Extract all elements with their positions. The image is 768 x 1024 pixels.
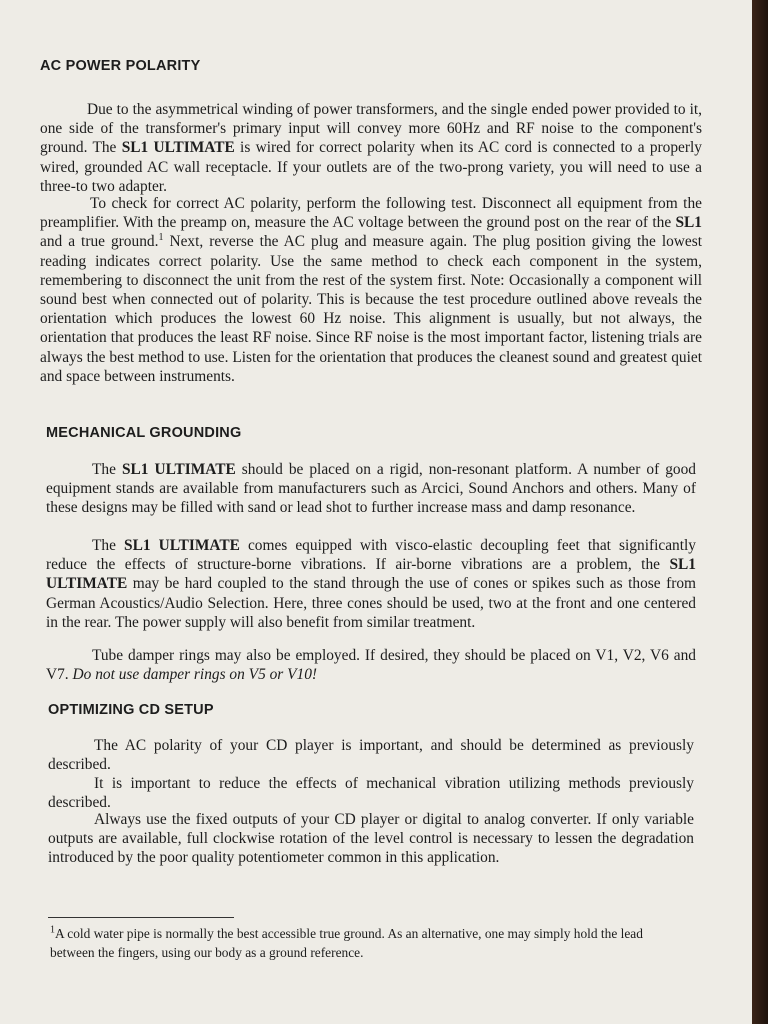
product-name: SL1 ULTIMATE: [124, 537, 240, 554]
paragraph-tube-damper-rings: Tube damper rings may also be employed. If desired, they should be placed on V1, V2, V6 and V7. Do not use damper rings on V5 or V10!: [46, 647, 696, 684]
page-edge-background: [752, 0, 768, 1024]
paragraph-decoupling-feet: The SL1 ULTIMATE comes equipped with visco-elastic decoupling feet that significantly reduce the effects of structure-borne vibrations. If air-borne vibrations are a problem, the SL1 ULTIMATE may be hard coupled to the stand through the use of cones or spikes such as those from German Acoustics/Audio Selection. Here, three cones should be used, two at the front and one centered in the rear. The power supply will also benefit from similar treatment.: [46, 537, 696, 631]
heading-mechanical-grounding: MECHANICAL GROUNDING: [46, 425, 242, 441]
footnote-marker: 1: [50, 924, 55, 936]
paragraph-cd-fixed-outputs: Always use the fixed outputs of your CD player or digital to analog converter. If only variable outputs are available, full clockwise rotation of the level control is necessary to lessen the degradation introduced by the poor quality potentiometer common in this application.: [48, 811, 694, 867]
footnote-text: A cold water pipe is normally the best accessible true ground. As an alternative, one may simply hold the lead between the fingers, using our body as a ground reference.: [50, 926, 643, 960]
damper-ring-warning: Do not use damper rings on V5 or V10!: [72, 666, 318, 684]
product-name: SL1 ULTIMATE: [46, 556, 696, 593]
product-name: SL1 ULTIMATE: [121, 139, 235, 157]
paragraph-ac-polarity-intro: Due to the asymmetrical winding of power transformers, and the single ended power provided to it, one side of the transformer's primary input will convey more 60Hz and RF noise to the component's ground. The SL1 ULTIMATE is wired for correct polarity when its AC cord is connected to a properly wired, grounded AC wall receptacle. If your outlets are of the two-prong variety, you will need to use a three-to two adapter.: [40, 101, 702, 195]
product-name: SL1: [675, 214, 702, 232]
heading-ac-power-polarity: AC POWER POLARITY: [40, 58, 201, 74]
heading-optimizing-cd-setup: OPTIMIZING CD SETUP: [48, 702, 214, 718]
footnote-reference: 1: [158, 232, 164, 244]
footnote-divider: [48, 917, 234, 918]
paragraph-cd-polarity: The AC polarity of your CD player is important, and should be determined as previously described.: [48, 737, 694, 774]
paragraph-platform: The SL1 ULTIMATE should be placed on a rigid, non-resonant platform. A number of good equipment stands are available from manufacturers such as Arcici, Sound Anchors and others. Many of these designs may be filled with sand or lead shot to further increase mass and damp resonance.: [46, 461, 696, 517]
paragraph-cd-vibration: It is important to reduce the effects of mechanical vibration utilizing methods previously described.: [48, 775, 694, 812]
paragraph-ac-polarity-test: To check for correct AC polarity, perform the following test. Disconnect all equipment from the preamplifier. With the preamp on, measure the AC voltage between the ground post on the rear of the SL1 and a true ground.$^1$ Next, reverse the AC plug and measure again. The plug position giving the lowest reading indicates correct polarity. Use the same method to check each component in the system, remembering to disconnect the unit from the rest of the system first. Note: Occasionally a component will sound best when connected out of polarity. This is because the test procedure outlined above reveals the orientation which produces the lowest 60 Hz noise. This alignment is usually, but not always, the orientation that produces the least RF noise. Since RF noise is the most important factor, listening trials are always the best method to use. Listen for the orientation that produces the cleanest sound and greatest quiet and space between instruments.: [40, 195, 702, 385]
product-name: SL1 ULTIMATE: [121, 461, 236, 478]
footnote: [50, 924, 690, 962]
